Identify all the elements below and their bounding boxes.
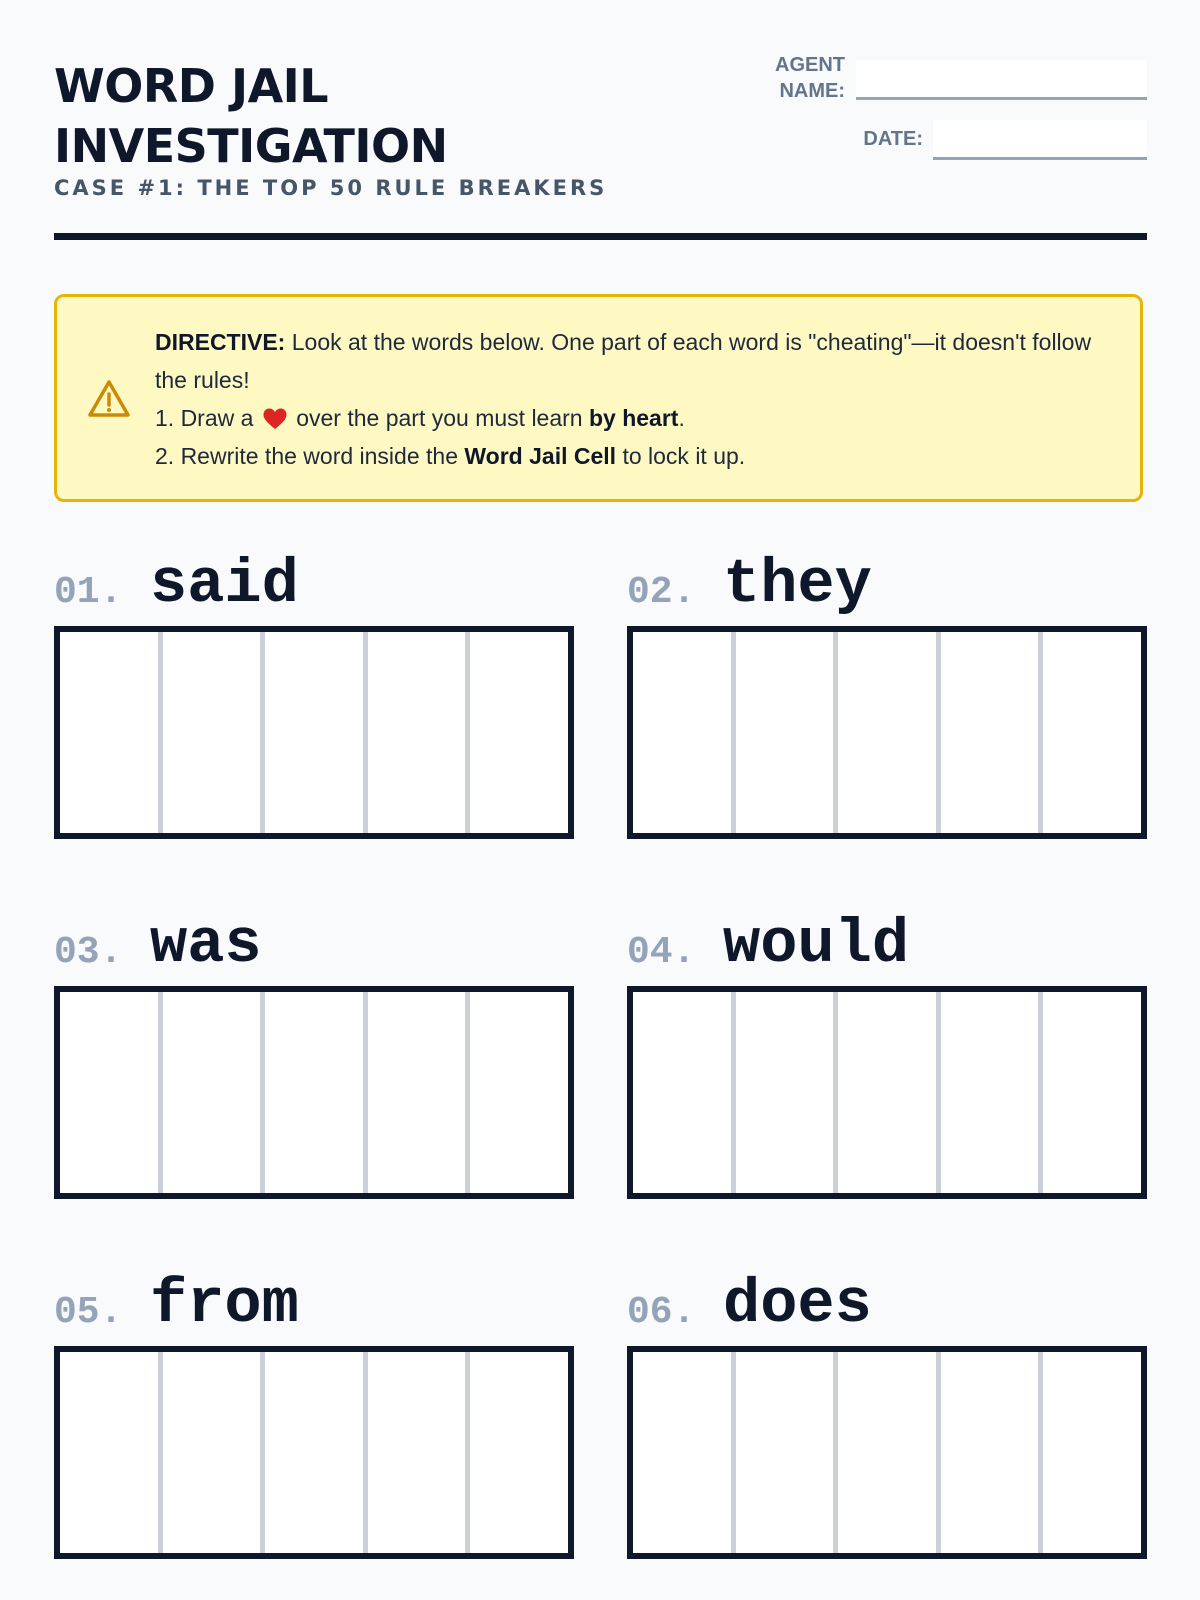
word-jail-cell[interactable]	[54, 1346, 574, 1559]
directive-text	[155, 323, 1115, 475]
case-subtitle: CASE #1: THE TOP 50 RULE BREAKERS	[54, 176, 608, 200]
page-title: WORD JAIL INVESTIGATION	[54, 59, 448, 173]
word-text: would	[723, 909, 910, 980]
directive-box	[54, 294, 1143, 502]
word-jail-cell[interactable]	[627, 626, 1147, 839]
word-heading	[627, 902, 1147, 982]
directive-step-2: 2. Rewrite the word inside the Word Jail Cell to lock it up.	[155, 443, 746, 469]
word-number: 02.	[627, 571, 696, 614]
word-text: was	[150, 909, 262, 980]
worksheet-page	[54, 0, 1147, 1600]
directive-label: DIRECTIVE:	[155, 329, 286, 355]
word-number: 01.	[54, 571, 123, 614]
word-text: said	[150, 549, 299, 620]
word-text: they	[723, 549, 872, 620]
word-heading	[54, 1262, 574, 1342]
heart-icon	[262, 407, 288, 431]
word-number: 04.	[627, 931, 696, 974]
word-number: 06.	[627, 1291, 696, 1334]
agent-name-field[interactable]	[856, 60, 1147, 100]
header-divider	[54, 233, 1147, 240]
word-text: does	[723, 1269, 872, 1340]
word-jail-cell[interactable]	[54, 986, 574, 1199]
word-heading	[627, 1262, 1147, 1342]
date-label: DATE:	[863, 128, 923, 150]
word-number: 05.	[54, 1291, 123, 1334]
word-jail-cell[interactable]	[54, 626, 574, 839]
word-jail-cell[interactable]	[627, 986, 1147, 1199]
warning-icon	[87, 379, 131, 419]
word-heading	[627, 542, 1147, 622]
word-heading	[54, 902, 574, 982]
word-number: 03.	[54, 931, 123, 974]
date-field[interactable]	[933, 120, 1147, 160]
word-heading	[54, 542, 574, 622]
agent-name-label: AGENT NAME:	[775, 54, 845, 102]
header	[54, 52, 1147, 242]
directive-intro: DIRECTIVE: Look at the words below. One part of each word is "cheating"—it doesn't follow the rules!	[155, 329, 1092, 393]
word-jail-cell[interactable]	[627, 1346, 1147, 1559]
directive-step-1: 1. Draw a over the part you must learn by heart.	[155, 405, 685, 431]
word-text: from	[150, 1269, 299, 1340]
